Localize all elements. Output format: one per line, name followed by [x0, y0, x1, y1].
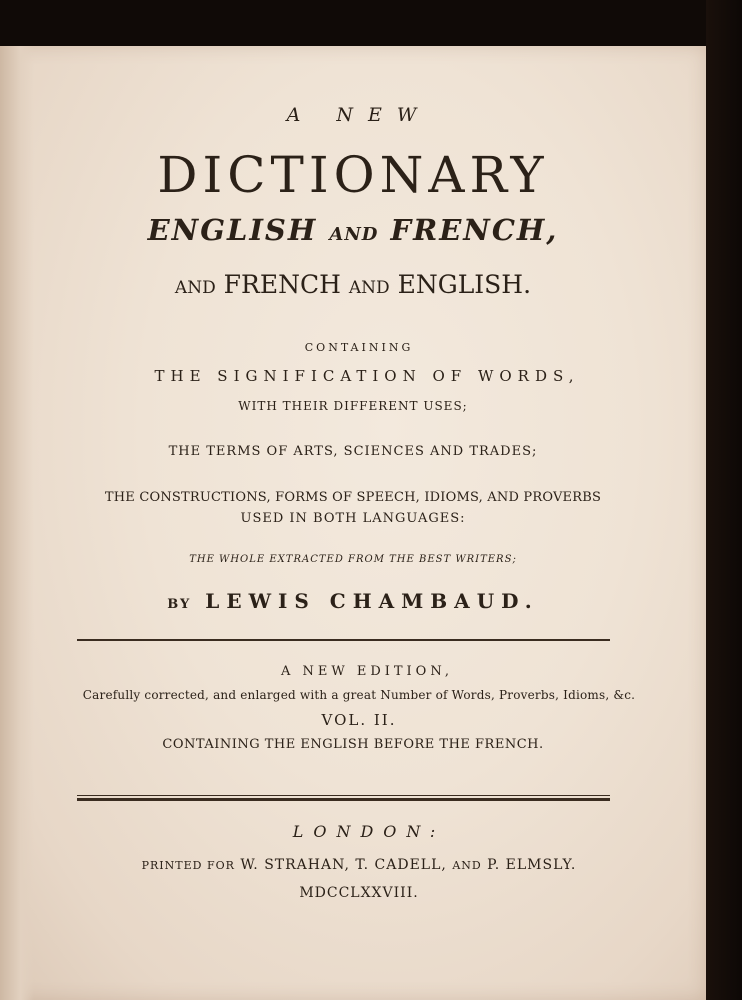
signification-line: THE SIGNIFICATION OF WORDS,	[154, 367, 580, 385]
title-page	[0, 46, 706, 1000]
title-dictionary: DICTIONARY	[157, 146, 549, 204]
word-and: AND	[329, 224, 379, 245]
whole-extracted-line: THE WHOLE EXTRACTED FROM THE BEST WRITERS;	[189, 554, 517, 565]
word-and-1: AND	[174, 278, 216, 298]
edition-line: A NEW EDITION,	[280, 664, 454, 679]
author-line	[0, 591, 706, 611]
imprint-year: MDCCLXXVIII.	[299, 885, 419, 901]
word-english: ENGLISH	[147, 213, 318, 247]
title-french-and-english	[0, 272, 706, 297]
divider-rule	[77, 639, 610, 641]
imprint-place: LONDON:	[292, 822, 446, 841]
author-name: LEWIS CHAMBAUD.	[205, 589, 539, 613]
printer-and: AND	[452, 859, 482, 872]
title-english-and-french	[0, 213, 706, 247]
terms-line: THE TERMS OF ARTS, SCIENCES AND TRADES;	[168, 444, 538, 459]
printer-last: P. ELMSLY.	[487, 857, 577, 873]
printer-names: W. STRAHAN, T. CADELL,	[240, 857, 447, 873]
author-by: BY	[167, 597, 192, 612]
word-french: FRENCH	[223, 270, 341, 299]
double-rule-thick	[77, 798, 610, 801]
double-rule-thin	[77, 795, 610, 796]
dark-backdrop-top	[0, 0, 742, 46]
volume-line: VOL. II.	[321, 711, 397, 729]
imprint-printers	[0, 858, 712, 872]
printed-for: PRINTED FOR	[141, 859, 235, 872]
used-line: USED IN BOTH LANGUAGES:	[240, 511, 466, 526]
uses-line: WITH THEIR DIFFERENT USES;	[238, 399, 468, 413]
dark-backdrop-right	[706, 0, 742, 1000]
title-a-new: A NEW	[286, 104, 432, 126]
word-english: ENGLISH.	[397, 270, 532, 299]
containing-heading: CONTAINING	[304, 341, 414, 354]
containing-english-line: CONTAINING THE ENGLISH BEFORE THE FRENCH.	[162, 737, 544, 752]
constructions-line: THE CONSTRUCTIONS, FORMS OF SPEECH, IDIOMS, AND PROVERBS	[104, 490, 602, 505]
corrected-line: Carefully corrected, and enlarged with a great Number of Words, Proverbs, Idioms, &c.	[82, 688, 636, 702]
word-and-2: AND	[348, 278, 390, 298]
word-french: FRENCH,	[390, 213, 559, 247]
